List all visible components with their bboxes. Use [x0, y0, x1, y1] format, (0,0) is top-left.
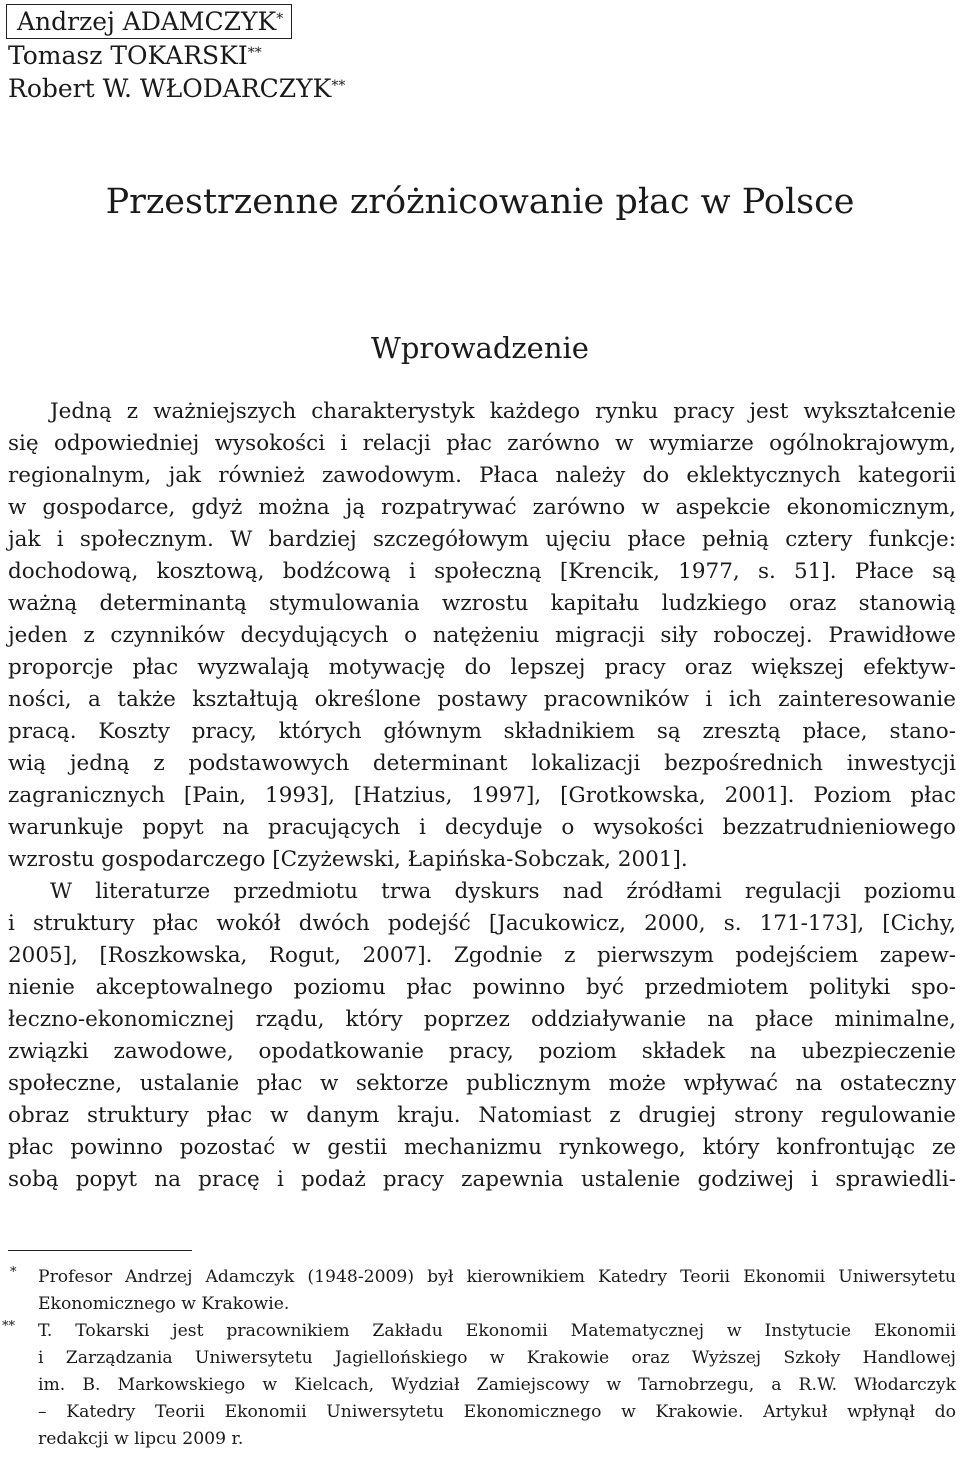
footnote-mark: **	[2, 1319, 15, 1334]
paragraph-line: ności, a także kształtują określone postawy pracowników i ich zainteresowanie	[8, 687, 956, 712]
footnote-line: – Katedry Teorii Ekonomii Uniwersytetu Ekonomicznego w Krakowie. Artykuł wpłynął do	[38, 1402, 956, 1422]
author-name: Andrzej ADAMCZYK*	[6, 4, 292, 39]
paragraph-line: w gospodarce, gdyż można ją rozpatrywać zarówno w aspekcie ekonomicznym,	[8, 495, 956, 520]
paragraph-line: i struktury płac wokół dwóch podejść [Jacukowicz, 2000, s. 171-173], [Cichy,	[8, 911, 956, 936]
footnote-line: Profesor Andrzej Adamczyk (1948-2009) był kierownikiem Katedry Teorii Ekonomii Uniwersytetu	[38, 1267, 956, 1287]
paragraph-line: wią jedną z podstawowych determinant lokalizacji bezpośrednich inwestycji	[8, 751, 956, 776]
author-footnote-mark: **	[247, 45, 262, 61]
paragraph-line: łeczno-ekonomicznej rządu, który poprzez oddziaływanie na płace minimalne,	[8, 1007, 956, 1032]
footnote-separator	[8, 1250, 192, 1251]
author-name: Tomasz TOKARSKI**	[8, 41, 262, 70]
paragraph-line: W literaturze przedmiotu trwa dyskurs nad źródłami regulacji poziomu	[50, 879, 956, 904]
paragraph-line: społeczne, ustalanie płac w sektorze publicznym może wpływać na ostateczny	[8, 1071, 956, 1096]
author-footnote-mark: **	[331, 78, 346, 94]
footnote-line: i Zarządzania Uniwersytetu Jagiellońskiego w Krakowie oraz Wyższej Szkoły Handlowej	[38, 1348, 956, 1368]
paragraph-line: nienie akceptowalnego poziomu płac powinno być przedmiotem polityki spo-	[8, 975, 956, 1000]
footnote-line: T. Tokarski jest pracownikiem Zakładu Ekonomii Matematycznej w Instytucie Ekonomii	[38, 1321, 956, 1341]
body-paragraph	[8, 396, 956, 876]
author-name: Robert W. WŁODARCZYK**	[8, 74, 346, 103]
paragraph-line: zagranicznych [Pain, 1993], [Hatzius, 1997], [Grotkowska, 2001]. Poziom płac	[8, 783, 956, 808]
paragraph-line: dochodową, kosztową, bodźcową i społeczną [Krencik, 1977, s. 51]. Płace są	[8, 559, 956, 584]
author-list	[8, 4, 345, 105]
paragraph-line: płac powinno pozostać w gestii mechanizmu rynkowego, który konfrontując ze	[8, 1135, 956, 1160]
paragraph-line: regionalnym, jak również zawodowym. Płaca należy do eklektycznych kategorii	[8, 463, 956, 488]
footnote-text	[38, 1318, 956, 1453]
paragraph-line: warunkuje popyt na pracujących i decyduje o wysokości bezzatrudnieniowego	[8, 815, 956, 840]
paragraph-line: się odpowiedniej wysokości i relacji płac zarówno w wymiarze ogólnokrajowym,	[8, 431, 956, 456]
paragraph-line: pracą. Koszty pracy, których głównym składnikiem są zresztą płace, stano-	[8, 719, 956, 744]
paragraph-line: wzrostu gospodarczego [Czyżewski, Łapińska-Sobczak, 2001].	[8, 847, 688, 872]
paragraph-line: jeden z czynników decydujących o natężeniu migracji siły roboczej. Prawidłowe	[8, 623, 956, 648]
paragraph-line: sobą popyt na pracę i podaż pracy zapewnia ustalenie godziwej i sprawiedli-	[8, 1167, 956, 1192]
paragraph-line: obraz struktury płac w danym kraju. Natomiast z drugiej strony regulowanie	[8, 1103, 956, 1128]
body-paragraph	[8, 876, 956, 1196]
footnote-mark: *	[10, 1265, 17, 1280]
section-heading: Wprowadzenie	[371, 331, 589, 365]
article-title: Przestrzenne zróżnicowanie płac w Polsce	[105, 182, 855, 222]
paragraph-line: jak i społecznym. W bardziej szczegółowym ujęciu płace pełnią cztery funkcje:	[8, 527, 956, 552]
paragraph-line: proporcje płac wyzwalają motywację do lepszej pracy oraz większej efektyw-	[8, 655, 956, 680]
footnote-line: redakcji w lipcu 2009 r.	[38, 1429, 244, 1449]
footnote-text	[38, 1264, 956, 1318]
author-footnote-mark: *	[276, 11, 284, 27]
footnote-line: im. B. Markowskiego w Kielcach, Wydział Zamiejscowy w Tarnobrzegu, a R.W. Włodarczyk	[38, 1375, 956, 1395]
paragraph-line: Jedną z ważniejszych charakterystyk każdego rynku pracy jest wykształcenie	[50, 399, 956, 424]
paragraph-line: związki zawodowe, opodatkowanie pracy, poziom składek na ubezpieczenie	[8, 1039, 956, 1064]
footnote-line: Ekonomicznego w Krakowie.	[38, 1294, 290, 1314]
paragraph-line: ważną determinantą stymulowania wzrostu kapitału ludzkiego oraz stanowią	[8, 591, 956, 616]
paragraph-line: 2005], [Roszkowska, Rogut, 2007]. Zgodnie z pierwszym podejściem zapew-	[8, 943, 956, 968]
